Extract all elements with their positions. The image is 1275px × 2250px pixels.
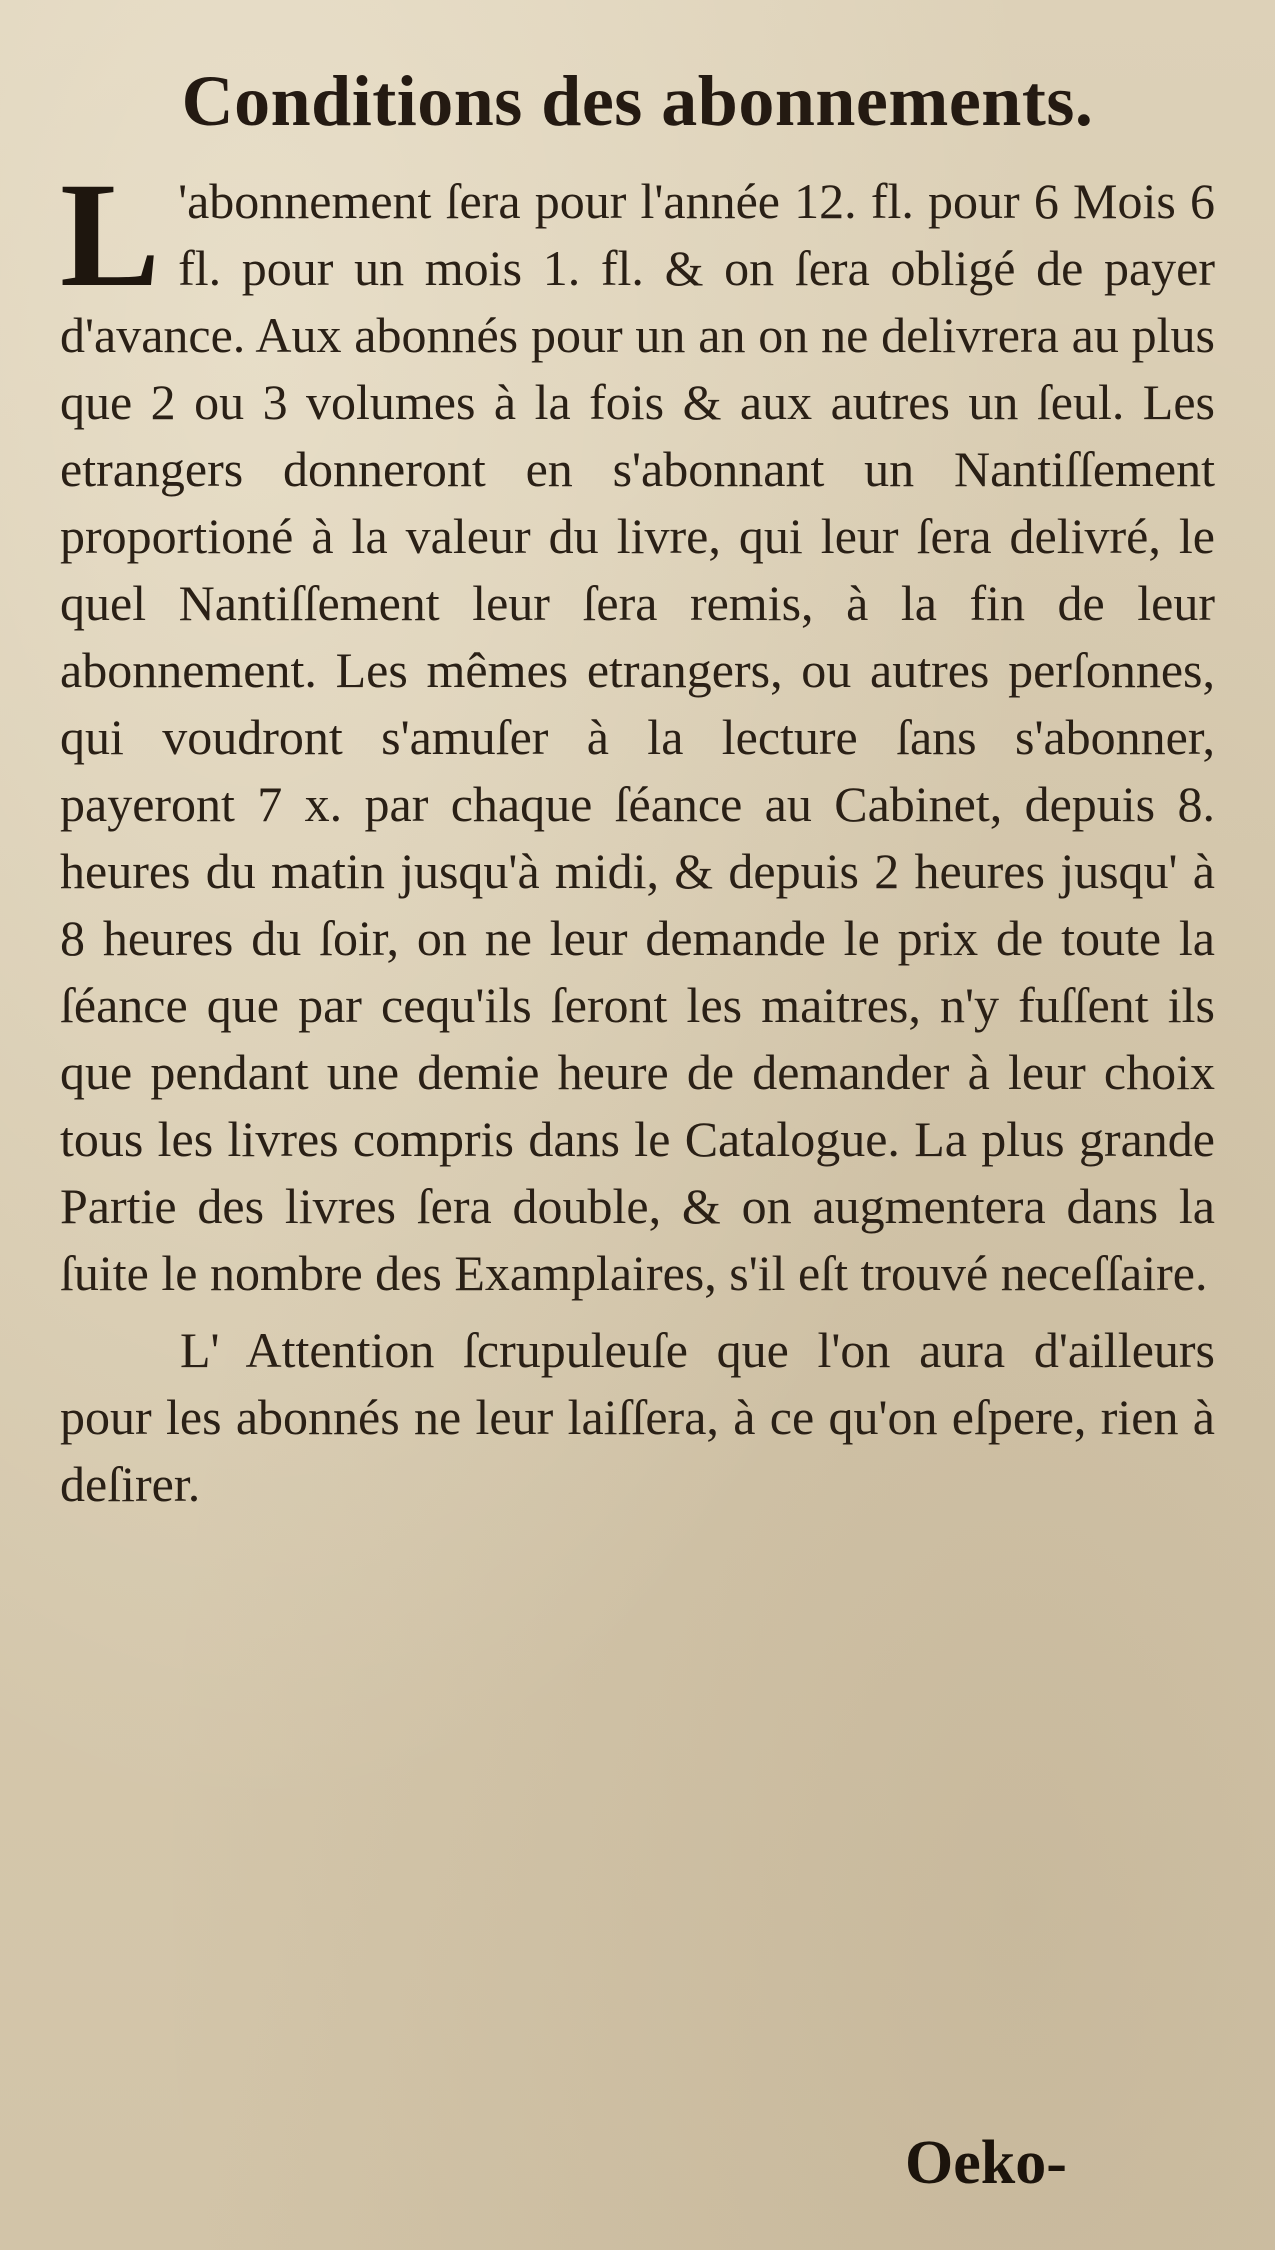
page-title: Conditions des abonnements. [181, 61, 1094, 142]
paragraph-1-text: 'abonnement ſera pour l'année 12. fl. pour 6 Mois 6 fl. pour un mois 1. fl. & on ſera obligé de payer d'avance. Aux abonnés pour un an on ne delivrera au plus que 2 ou 3 volumes à la fois & aux autres un ſeul. Les etrangers donneront en s'abonnant un Nantiſſement proportioné à la valeur du livre, qui leur ſera delivré, le quel Nantiſſement leur ſera remis, à la fin de leur abonnement. Les mêmes etrangers, ou autres perſonnes, qui voudront s'amuſer à la lecture ſans s'abonner, payeront 7 x. par chaque ſéance au Cabinet, depuis 8. heures du matin jusqu'à midi, & depuis 2 heures jusqu' à 8 heures du ſoir, on ne leur demande le prix de toute la ſéance que par cequ'ils ſeront les maitres, n'y fuſſent ils que pendant une demie heure de demander à leur choix tous les livres compris dans le Catalogue. La plus grande Partie des livres ſera double, & on augmentera dans la ſuite le nombre des Examplaires, s'il eſt trouvé neceſſaire. [60, 173, 1215, 1301]
body-text [60, 152, 1215, 1518]
catchword: Oeko- [905, 2129, 1067, 2197]
paragraph-attention: L' Attention ſcrupuleuſe que l'on aura d'ailleurs pour les abonnés ne leur laiſſera, à ce qu'on eſpere, rien à deſirer. [60, 1322, 1215, 1512]
drop-cap: L [60, 152, 161, 318]
paragraph-conditions [60, 152, 1215, 1307]
